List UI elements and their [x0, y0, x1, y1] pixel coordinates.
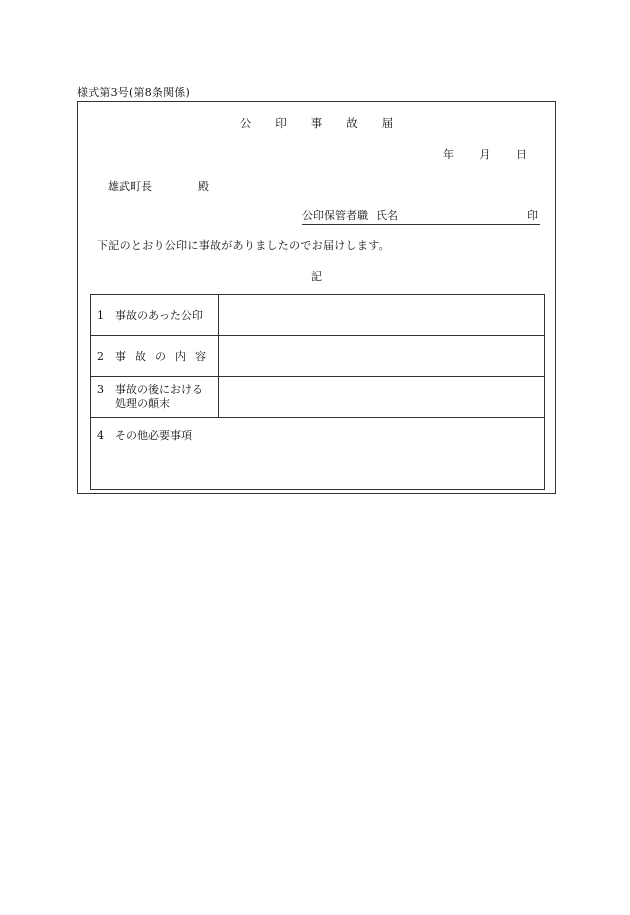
row-number: 1 [97, 309, 104, 322]
addressee-honorific: 殿 [198, 180, 209, 193]
row-label-line1: 事故の後における [115, 383, 203, 396]
ki-heading: 記 [311, 270, 322, 283]
addressee-line [108, 178, 209, 194]
row-number: 3 [97, 383, 104, 396]
row-value-cell[interactable] [219, 377, 545, 418]
date-day-label: 日 [516, 148, 527, 161]
row-label-cell [91, 377, 219, 418]
date-line [443, 146, 527, 162]
row-label-cell [91, 336, 219, 377]
table-row [91, 336, 545, 377]
date-year-label: 年 [443, 148, 454, 161]
form-frame [77, 101, 556, 494]
applicant-name-label: 氏名 [376, 209, 398, 222]
table-row [91, 295, 545, 336]
body-text: 下記のとおり公印に事故がありましたのでお届けします。 [97, 239, 390, 252]
details-table [90, 294, 545, 490]
date-month-label: 月 [479, 148, 491, 161]
form-number-label: 様式第3号(第8条関係) [77, 86, 190, 99]
row-label: その他必要事項 [115, 429, 192, 442]
table-row [91, 418, 545, 490]
row-number: 2 [97, 350, 104, 363]
row-number: 4 [97, 429, 104, 442]
table-row [91, 377, 545, 418]
row-value-cell[interactable] [219, 336, 545, 377]
form-title: 公印事故届 [239, 116, 418, 130]
applicant-position-label: 公印保管者職 [302, 209, 368, 222]
row-label-line2: 処理の顛末 [115, 397, 170, 410]
row-value-cell[interactable] [219, 295, 545, 336]
row-other-cell[interactable] [91, 418, 545, 490]
applicant-line [302, 207, 540, 225]
row-label-cell [91, 295, 219, 336]
addressee-name: 雄武町長 [108, 180, 152, 193]
row-label: 事故のあった公印 [115, 309, 203, 322]
row-label: 事故の内容 [115, 350, 215, 363]
seal-mark: 印 [527, 209, 538, 222]
